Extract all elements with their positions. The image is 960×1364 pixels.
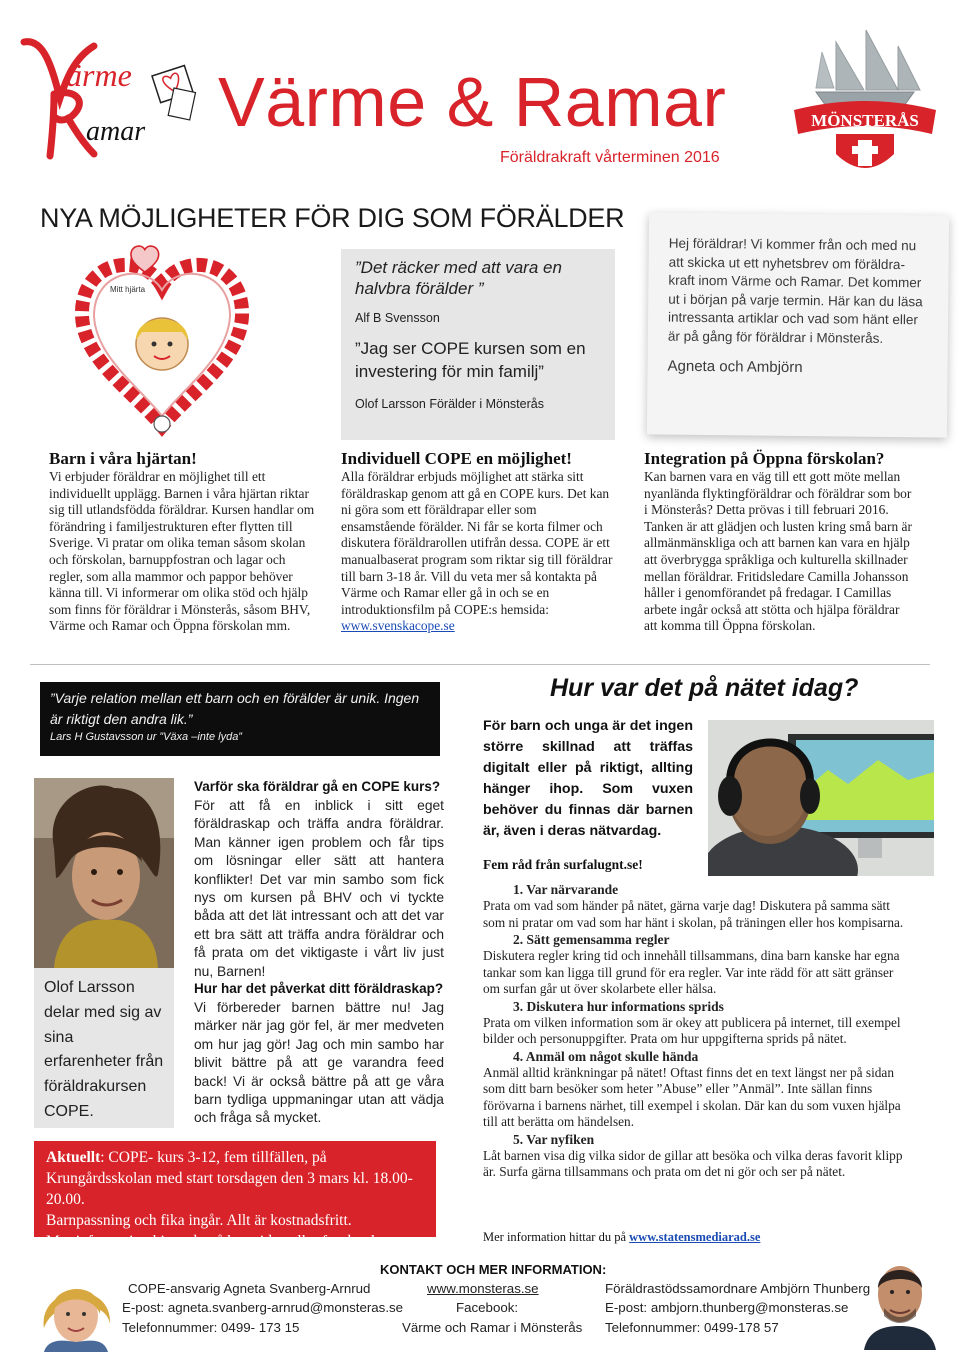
col1-heading: Barn i våra hjärtan! (49, 449, 197, 468)
svg-text:ärme: ärme (66, 57, 132, 93)
net-section-intro: För barn och unga är det ingen större skillnad att träffas digitalt eller på riktigt, allting hänger ihop. Som vuxen behöver du finnas där barnen är, även i deras nätvardag. (483, 718, 693, 839)
tip-title: 1. Var närvarande (513, 882, 619, 897)
contact-left-phone: Telefonnummer: 0499- 173 15 (122, 1320, 300, 1335)
statensmediarad-link[interactable]: www.statensmediarad.se (629, 1230, 761, 1244)
contact-right-phone: Telefonnummer: 0499-178 57 (605, 1320, 779, 1335)
quote-olof-author: Olof Larsson Förälder i Mönsterås (355, 397, 544, 411)
boy-with-headphones-photo (708, 720, 934, 876)
newsletter-title: Värme & Ramar (218, 63, 727, 141)
interview-question-1: Varför ska föräldrar gå en COPE kurs? (194, 779, 441, 794)
aktuellt-box (34, 1141, 436, 1250)
ambjorn-photo (860, 1254, 940, 1350)
main-headline: NYA MÖJLIGHETER FÖR DIG SOM FÖRÄLDER (40, 203, 625, 233)
section-divider (30, 664, 930, 665)
welcome-note-signature: Agneta och Ambjörn (667, 357, 803, 377)
svg-text:MÖNSTERÅS: MÖNSTERÅS (811, 111, 919, 130)
relation-quote-box (40, 682, 440, 756)
aktuellt-line2: Barnpassning och fika ingår. Allt är kostnadsfritt. (46, 1212, 352, 1229)
contact-heading: KONTAKT OCH MER INFORMATION: (380, 1262, 607, 1277)
tip-item (483, 998, 913, 1048)
facebook-label: Facebook: (456, 1300, 519, 1315)
svenskacope-link[interactable]: www.svenskacope.se (341, 618, 455, 634)
aktuellt-line1: : COPE- kurs 3-12, fem tillfällen, på Krungårdsskolan med start torsdagen den 3 mars kl. 18.00-20.00. (46, 1149, 413, 1208)
col2-heading: Individuell COPE en möjlighet! (341, 449, 572, 468)
interview-question-2: Hur har det påverkat ditt föräldraskap? (194, 981, 444, 996)
svg-text:amar: amar (86, 116, 146, 147)
tip-item (483, 1048, 913, 1131)
quote-box (341, 249, 615, 440)
childs-heart-drawing (62, 240, 262, 440)
relation-quote-text: ”Varje relation mellan ett barn och en förälder är unik. Ingen är riktigt den andra lik.” (50, 690, 420, 727)
tip-body: Diskutera regler kring tid och innehåll tillsammans, dina barn kanske har egna tankar som kan ligga till grund för era regler. Var inte rädd för att sätt gränser om surfan går ut över skolarbete eller hälsa. (483, 948, 900, 996)
newsletter-subtitle: Föräldrakraft vårterminen 2016 (500, 149, 720, 166)
quote-alf-author: Alf B Svensson (355, 311, 440, 325)
col2-body-text: Alla föräldrar erbjuds möjlighet att stärka sitt föräldraskap genom att gå en COPE kurs. Det kan ni göra som ett föräldrapar eller som ensamstående förälder. Ni får se korta filmer och diskutera föräldrarollen utifrån dessa. COPE är ett manualbaserat program som riktar sig till föräldrar till barn 3-18 år. Vill du veta mer så kontakta på Värme och Ramar eller gå in och se en introduktionsfilm på COPE:s hemsida: (341, 469, 613, 617)
tip-item (483, 931, 913, 998)
col3-heading: Integration på Öppna förskolan? (644, 449, 885, 468)
contact-left-name: COPE-ansvarig Agneta Svanberg-Arnrud (128, 1281, 371, 1296)
tip-item (483, 881, 913, 931)
tips-list (483, 881, 913, 1181)
svg-text:Mitt hjärta: Mitt hjärta (110, 285, 146, 294)
welcome-note-body: Hej föräldrar! Vi kommer från och med nu att skicka ut ett nyhetsbrev om föräldra-kraft inom Värme och Ramar. Det kommer ut i början på varje termin. Här kan du läsa intressanta artiklar och vad som hänt eller är på gång för föräldrar i Mönsterås. (667, 235, 923, 346)
quote-olof: ”Jag ser COPE kursen som en investering för min familj” (355, 339, 586, 381)
tip-body: Prata om vilken information som är okey att publicera på internet, till exempel bilder och personuppgifter. Prata om hur uppgifterna sprids på nätet. (483, 1014, 901, 1046)
contact-right-email[interactable]: E-post: ambjorn.thunberg@monsteras.se (605, 1300, 849, 1315)
aktuellt-line3: Mer information hittar du på hemsidan eller facebook. (46, 1233, 383, 1250)
col2-body (341, 469, 613, 635)
aktuellt-label: Aktuellt (46, 1149, 101, 1166)
tip-title: 2. Sätt gemensamma regler (513, 932, 670, 947)
facebook-page-name: Värme och Ramar i Mönsterås (402, 1320, 583, 1335)
tip-title: 4. Anmäl om något skulle hända (513, 1048, 699, 1064)
col3-body: Kan barnen vara en väg till ett gott möte mellan nyanlända flyktingföräldrar och föräldrar som bor i Mönsterås? Detta prövas i till februari 2016. Tanken är att glädjen och lusten kring små barn är allmänmänskliga och att barnen kan vara en hjälp att överbrygga språkliga och kulturella skillnader mellan föräldrar. Fritidsledare Camilla Johansson håller i genomförandet på fredagar. I Camillas arbete ingår också att stötta och hjälpa föräldrar att komma till Öppna förskolan. (644, 469, 912, 634)
col1-body: Vi erbjuder föräldrar en möjlighet till ett individuellt upplägg. Barnen i våra hjärtan riktar sig till utlandsfödda föräldrar. Kursen handlar om förändring i familjestrukturen efter flytten till Sverige. Vi pratar om olika teman såsom skolan och förskolan, barnuppfostran och lagar och regler, som alla mammor och pappor behöver känna till. Vi informerar om olika stöd och hjälp som finns för föräldrar i Mönsterås, såsom BHV, Värme och Ramar och Öppna förskolan mm. (49, 469, 315, 634)
olof-caption: Olof Larsson delar med sig av sina erfarenheter från föräldrakursen COPE. (34, 968, 174, 1128)
monsteras-website-link[interactable]: www.monsteras.se (427, 1281, 539, 1296)
olof-larsson-photo (34, 778, 174, 968)
net-section-title: Hur var det på nätet idag? (550, 674, 859, 702)
welcome-note (647, 212, 949, 437)
contact-left-email[interactable]: E-post: agneta.svanberg-arnrud@monsteras.se (122, 1300, 404, 1315)
interview-answer-1: För att få en inblick i sitt eget föräldraskap och träffa andra föräldrar. Man känner igen problem och får tips om lösningar eller sätt att hantera konflikter! Det var min sambo som fick nys om kursen på BHV och vi tyckte båda att det lät intressant och att det var ett bra sätt att träffa andra föräldrar och få prata om det viktigaste i vårt liv just nu, Barnen! (194, 798, 444, 979)
tip-title: 5. Var nyfiken (513, 1131, 595, 1147)
monsteras-emblem (786, 22, 944, 182)
tips-heading: Fem råd från surfalugnt.se! (483, 857, 643, 872)
tip-body: Låt barnen visa dig vilka sidor de gillar att besöka och vilka deras favorit klipp är. Surfa gärna tillsammans och prata om det ni gör och ser på nätet. (483, 1147, 903, 1179)
tip-item (483, 1131, 913, 1181)
tip-body: Anmäl alltid kränkningar på nätet! Oftast finns det en text längst ner på sidan som ditt barn besöker som heter ”Abuse” eller ”Anmäl”. Inte sällan finns förövarna i barnens närhet, till exempel i skolan. Där kan du som vuxen hjälpa till att berätta om händelsen. (483, 1064, 901, 1129)
tip-body: Prata om vad som händer på nätet, gärna varje dag! Diskutera på samma sätt som ni pratar om vad som har hänt i skolan, på träningen eller hos kompisarna. (483, 898, 904, 930)
more-info-line (483, 1230, 760, 1245)
tip-title: 3. Diskutera hur informations sprids (513, 998, 724, 1014)
interview-answer-2: Vi förbereder barnen bättre nu! Jag märker när jag gör fel, är mer medveten om hur jag gör! Jag och min sambo har blivit bättre på att ge varandra feed back! Vi är också bättre på att ge våra barn tydliga uppmaningar utan att vädja och fråga så mycket. (194, 1000, 444, 1126)
contact-right-name: Föräldrastödssamordnare Ambjörn Thunberg (605, 1281, 871, 1296)
more-info-text: Mer information hittar du på (483, 1230, 630, 1244)
agneta-photo (34, 1268, 118, 1352)
relation-quote-author: Lars H Gustavsson ur ”Växa –inte lyda” (50, 731, 242, 743)
varme-ramar-logo (14, 28, 204, 168)
quote-alf: ”Det räcker med att vara en halvbra förälder ” (355, 258, 562, 298)
